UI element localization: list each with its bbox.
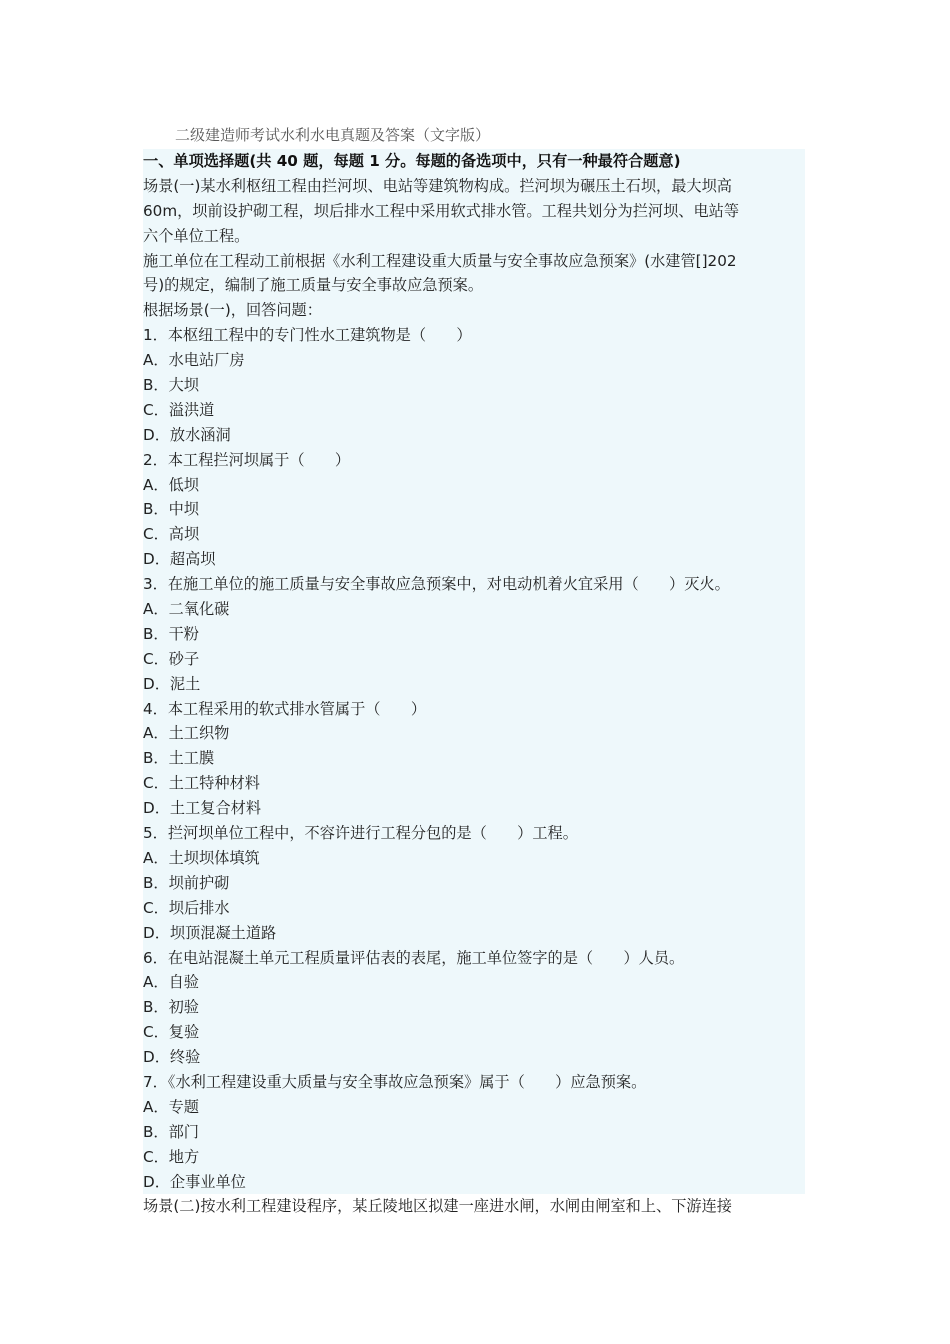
- document-title: 二级建造师考试水利水电真题及答案（文字版）: [175, 126, 491, 144]
- option-c: C．坝后排水: [143, 898, 230, 917]
- question-7: 7．《水利工程建设重大质量与安全事故应急预案》属于（ ）应急预案。: [143, 1072, 647, 1091]
- option-a: A．专题: [143, 1097, 199, 1116]
- question-3: 3．在施工单位的施工质量与安全事故应急预案中，对电动机着火宜采用（ ）灭火。: [143, 575, 730, 594]
- option-b: B．部门: [143, 1122, 199, 1141]
- option-d: D．泥土: [143, 674, 201, 693]
- question-5: 5．拦河坝单位工程中，不容许进行工程分包的是（ ）工程。: [143, 824, 578, 843]
- option-a: A．土坝坝体填筑: [143, 848, 260, 867]
- option-b: B．初验: [143, 998, 199, 1017]
- section-heading: 一、单项选择题(共 40 题，每题 1 分。每题的备选项中，只有一种最符合题意): [143, 152, 681, 170]
- option-b: B．中坝: [143, 500, 199, 519]
- option-b: B．大坝: [143, 376, 199, 395]
- option-d: D．放水涵洞: [143, 425, 231, 444]
- option-b: B．土工膜: [143, 749, 215, 768]
- option-a: A．水电站厂房: [143, 351, 245, 370]
- option-d: D．土工复合材料: [143, 799, 262, 818]
- scenario-line: 根据场景(一)，回答问题：: [143, 301, 322, 320]
- option-d: D．企事业单位: [143, 1172, 246, 1191]
- option-d: D．终验: [143, 1048, 201, 1067]
- option-a: A．土工织物: [143, 724, 230, 743]
- question-1: 1．本枢纽工程中的专门性水工建筑物是（ ）: [143, 326, 472, 345]
- scenario-line: 60m，坝前设护砌工程，坝后排水工程中采用软式排水管。工程共划分为拦河坝、电站等: [143, 201, 740, 220]
- option-c: C．地方: [143, 1147, 200, 1166]
- option-d: D．超高坝: [143, 550, 216, 569]
- option-c: C．高坝: [143, 525, 200, 544]
- option-c: C．溢洪道: [143, 400, 215, 419]
- option-b: B．坝前护砌: [143, 873, 230, 892]
- option-a: A．自验: [143, 973, 199, 992]
- question-2: 2．本工程拦河坝属于（ ）: [143, 450, 351, 469]
- option-c: C．砂子: [143, 649, 200, 668]
- option-c: C．土工特种材料: [143, 774, 260, 793]
- option-c: C．复验: [143, 1023, 200, 1042]
- scenario-line: 施工单位在工程动工前根据《水利工程建设重大质量与安全事故应急预案》(水建管[]202: [143, 251, 737, 270]
- scenario-line: 号)的规定，编制了施工质量与安全事故应急预案。: [143, 276, 484, 295]
- option-b: B．干粉: [143, 624, 199, 643]
- document-body: [143, 149, 805, 1194]
- option-d: D．坝顶混凝土道路: [143, 923, 277, 942]
- question-6: 6．在电站混凝土单元工程质量评估表的表尾，施工单位签字的是（ ）人员。: [143, 948, 685, 967]
- question-4: 4．本工程采用的软式排水管属于（ ）: [143, 699, 427, 718]
- option-a: A．二氧化碳: [143, 600, 230, 619]
- scenario-line: 六个单位工程。: [143, 226, 250, 245]
- scenario-2-line: 场景(二)按水利工程建设程序，某丘陵地区拟建一座进水闸，水闸由闸室和上、下游连接: [143, 1197, 732, 1215]
- scenario-line: 场景(一)某水利枢纽工程由拦河坝、电站等建筑物构成。拦河坝为碾压土石坝，最大坝高: [143, 176, 732, 195]
- option-a: A．低坝: [143, 475, 199, 494]
